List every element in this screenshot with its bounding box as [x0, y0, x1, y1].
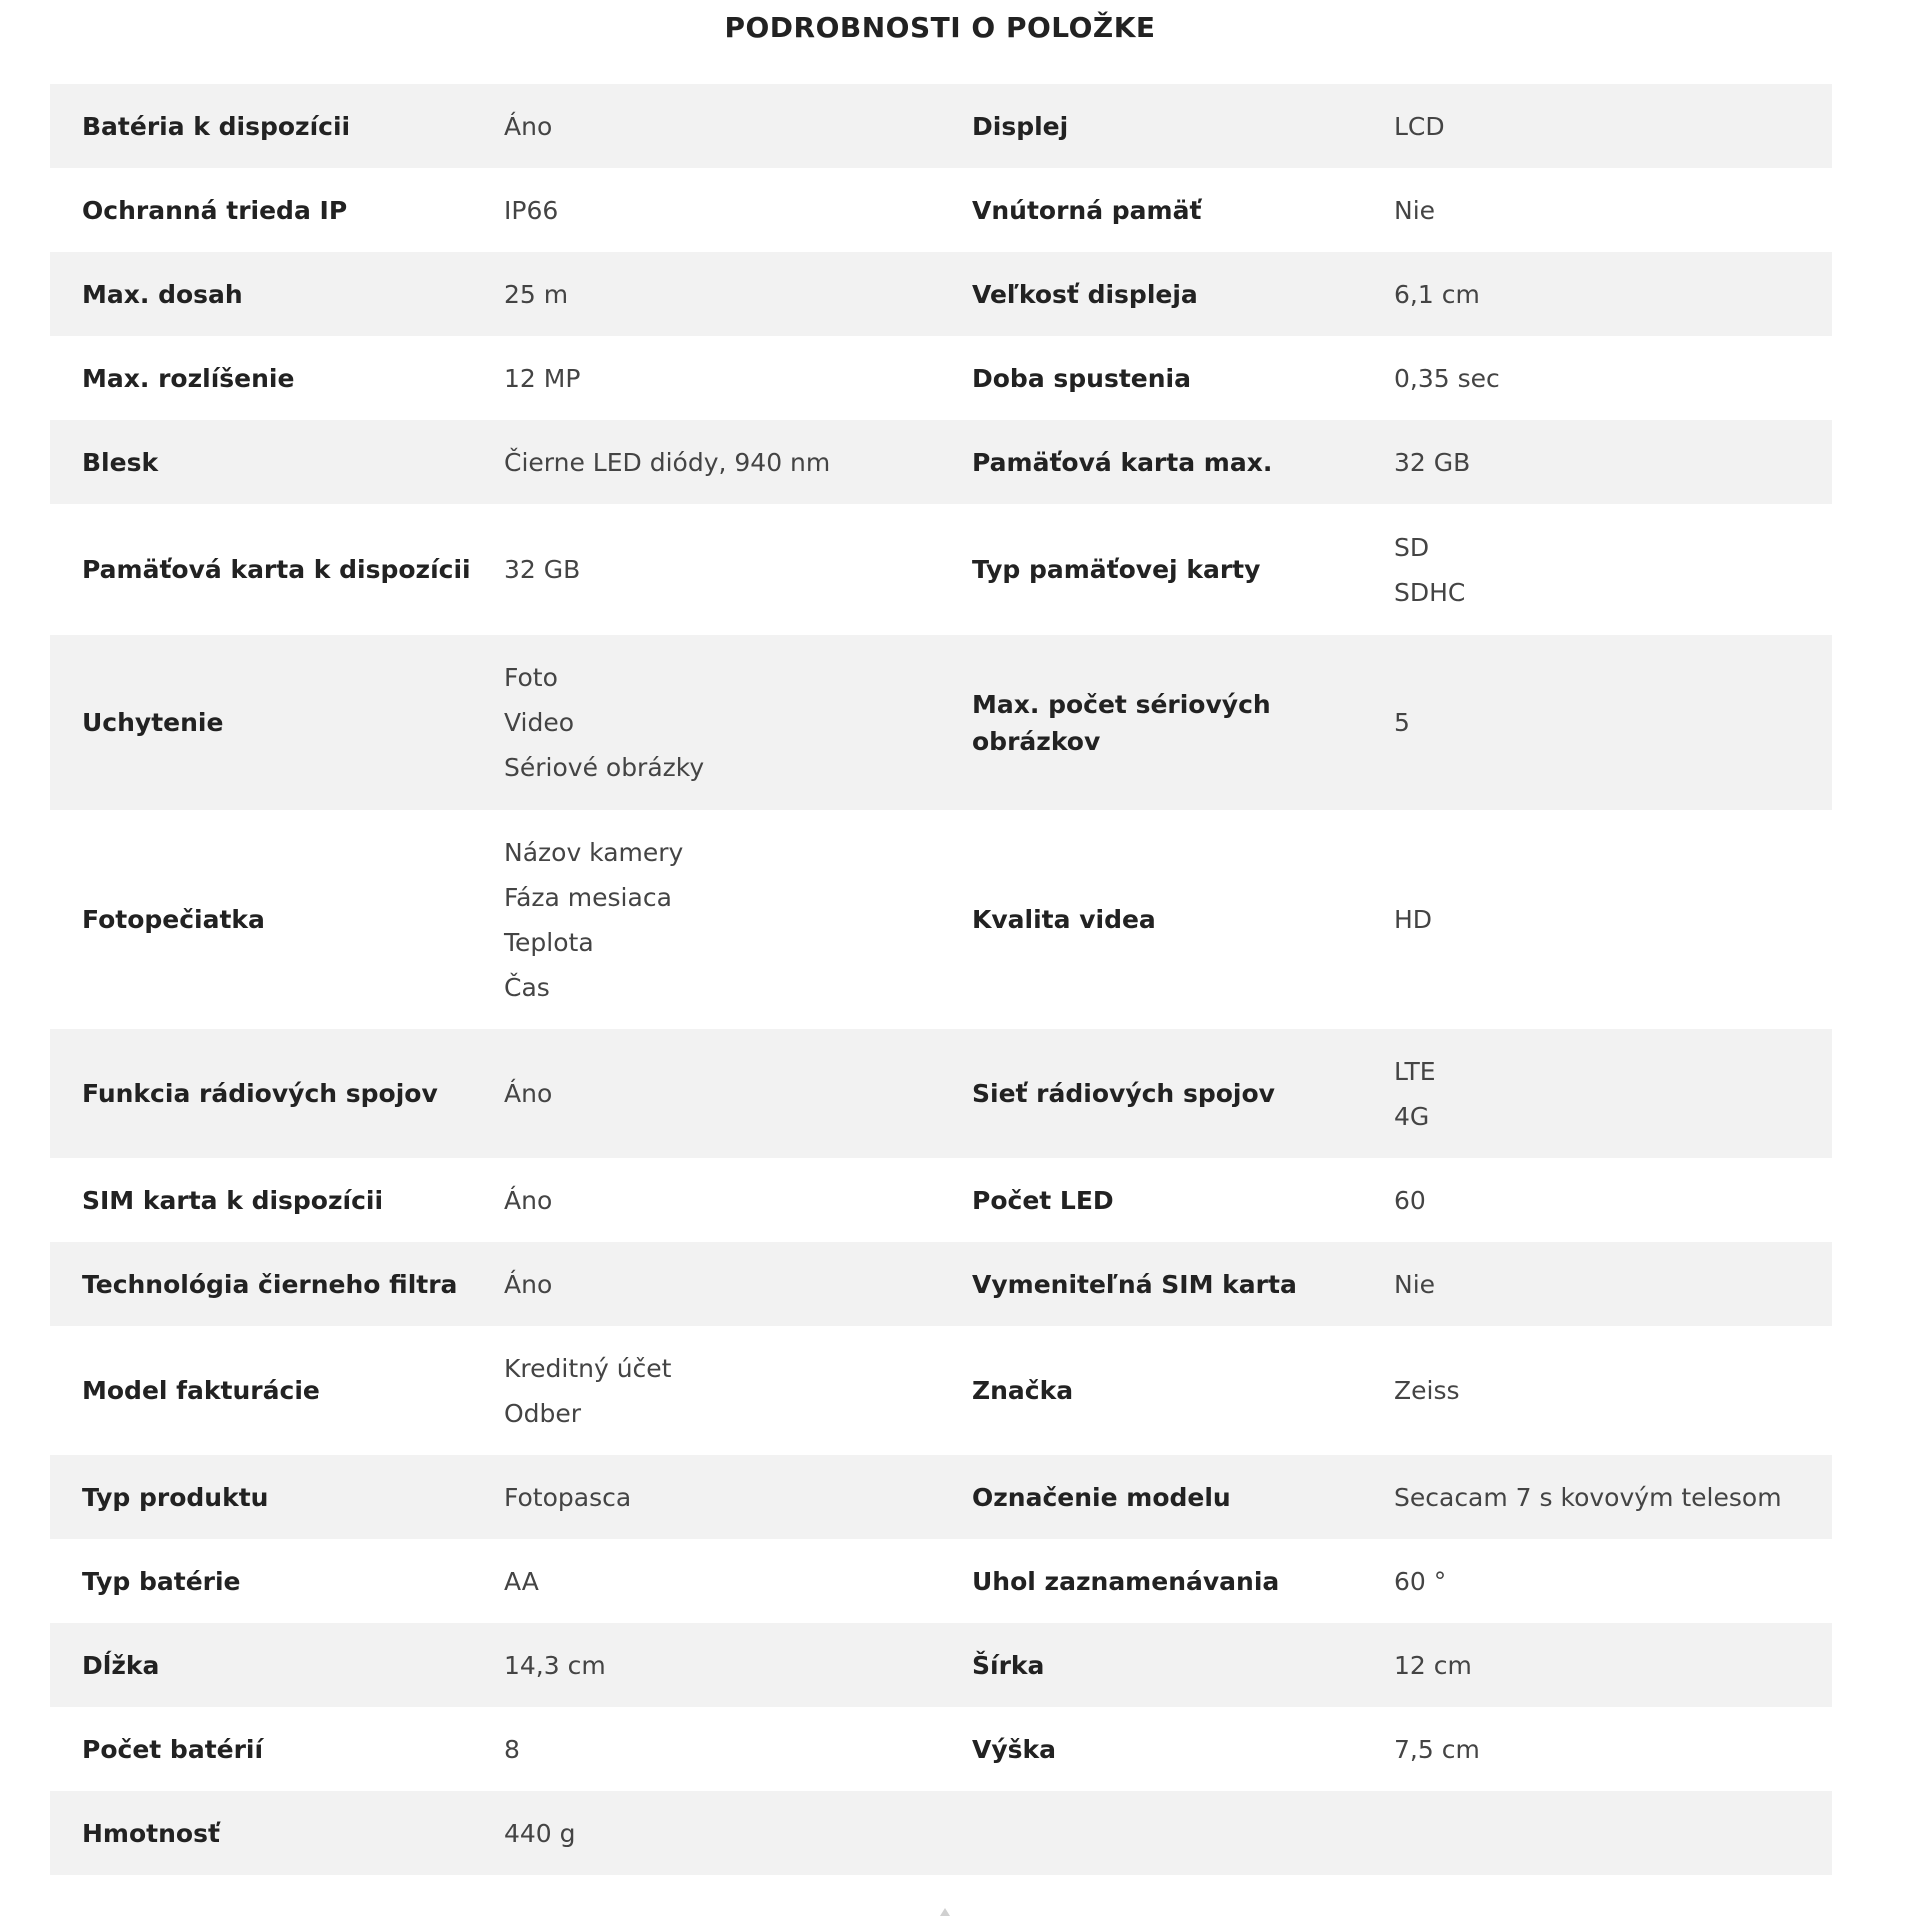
spec-row: [50, 252, 1832, 336]
spec-value: [504, 1475, 972, 1520]
spec-label: Hmotnosť: [82, 1818, 220, 1848]
spec-value: [504, 1559, 972, 1604]
spec-value-line: Fotopasca: [504, 1482, 632, 1512]
spec-row: [50, 1029, 1832, 1158]
spec-value: [504, 1643, 972, 1688]
spec-label: Šírka: [972, 1650, 1045, 1680]
spec-value: [1394, 1368, 1832, 1413]
spec-value: [1394, 1475, 1832, 1520]
spec-value-line: Nie: [1394, 1269, 1436, 1299]
spec-label: SIM karta k dispozícii: [82, 1185, 384, 1215]
spec-value-line: 12 MP: [504, 363, 581, 393]
spec-label: Vymeniteľná SIM karta: [972, 1269, 1297, 1299]
spec-value: [1394, 356, 1832, 401]
spec-row: [50, 420, 1832, 504]
spec-value-line: 32 GB: [1394, 447, 1471, 477]
spec-label: Výška: [972, 1734, 1057, 1764]
spec-value-line: Foto: [504, 663, 558, 692]
spec-value-line: Čas: [504, 972, 550, 1002]
spec-value-line: Nie: [1394, 195, 1436, 225]
spec-value-line: Sériové obrázky: [504, 753, 705, 782]
spec-value-line: 12 cm: [1394, 1650, 1472, 1680]
spec-value-line: Čierne LED diódy, 940 nm: [504, 447, 831, 477]
spec-value-line: Áno: [504, 1185, 553, 1215]
spec-value: [504, 1811, 972, 1856]
spec-label: Ochranná trieda IP: [82, 195, 348, 225]
spec-label: Veľkosť displeja: [972, 279, 1198, 309]
spec-value-line: AA: [504, 1566, 539, 1596]
spec-value: [1394, 1643, 1832, 1688]
spec-label: Uchytenie: [82, 708, 224, 737]
spec-label: Pamäťová karta max.: [972, 447, 1273, 477]
specs-table: [50, 84, 1832, 1875]
spec-row: [50, 1623, 1832, 1707]
spec-label: Technológia čierneho filtra: [82, 1269, 458, 1299]
spec-value: [1394, 272, 1832, 317]
spec-value: [504, 188, 972, 233]
spec-value-line: Video: [504, 708, 575, 737]
spec-row: [50, 1158, 1832, 1242]
spec-label: Funkcia rádiových spojov: [82, 1079, 438, 1108]
spec-row: [50, 336, 1832, 420]
spec-label: Uhol zaznamenávania: [972, 1566, 1280, 1596]
spec-value-line: Áno: [504, 111, 553, 141]
spec-value: [504, 272, 972, 317]
spec-value-line: HD: [1394, 905, 1433, 934]
spec-label: Počet batérií: [82, 1734, 264, 1764]
spec-value-line: 60 °: [1394, 1566, 1447, 1596]
spec-value: [504, 440, 972, 485]
spec-value: [1394, 1049, 1832, 1139]
spec-label: Označenie modelu: [972, 1482, 1231, 1512]
spec-label: Max. rozlíšenie: [82, 363, 295, 393]
spec-label: Sieť rádiových spojov: [972, 1079, 1275, 1108]
spec-row: [50, 1326, 1832, 1455]
spec-row: [50, 1242, 1832, 1326]
spec-value: [1394, 1262, 1832, 1307]
section-title: PODROBNOSTI O POLOŽKE: [724, 11, 1156, 44]
spec-row: [50, 1707, 1832, 1791]
spec-label: Dĺžka: [82, 1650, 160, 1680]
spec-row: [50, 1539, 1832, 1623]
spec-value: [504, 356, 972, 401]
spec-value-line: 14,3 cm: [504, 1650, 606, 1680]
spec-label: Doba spustenia: [972, 363, 1191, 393]
spec-value: [1394, 104, 1832, 149]
spec-value-line: Odber: [504, 1398, 582, 1428]
spec-row: [50, 1455, 1832, 1539]
spec-value-line: 4G: [1394, 1101, 1430, 1131]
spec-label: Fotopečiatka: [82, 905, 265, 934]
spec-value-line: 440 g: [504, 1818, 576, 1848]
spec-label: Počet LED: [972, 1185, 1114, 1215]
spec-row: [50, 635, 1832, 810]
spec-label: Batéria k dispozícii: [82, 111, 351, 141]
spec-value: [504, 1262, 972, 1307]
spec-value: [1394, 1178, 1832, 1223]
spec-row: [50, 84, 1832, 168]
spec-label: Typ pamäťovej karty: [972, 555, 1261, 584]
spec-row: [50, 810, 1832, 1029]
spec-value: [504, 104, 972, 149]
spec-value-line: 7,5 cm: [1394, 1734, 1480, 1764]
spec-value-line: 0,35 sec: [1394, 363, 1500, 393]
spec-value: [504, 1346, 972, 1436]
spec-value-line: LTE: [1394, 1056, 1436, 1086]
spec-value-line: SDHC: [1394, 577, 1466, 607]
spec-value-line: Kreditný účet: [504, 1353, 672, 1383]
spec-value: [504, 1727, 972, 1772]
spec-value-line: Áno: [504, 1079, 553, 1108]
spec-value-line: Áno: [504, 1269, 553, 1299]
spec-value-line: 5: [1394, 708, 1410, 737]
spec-label: Typ produktu: [82, 1482, 269, 1512]
spec-label: Vnútorná pamäť: [972, 195, 1202, 225]
spec-value-line: IP66: [504, 195, 559, 225]
spec-value-line: 25 m: [504, 279, 569, 309]
spec-value-line: Fáza mesiaca: [504, 882, 672, 912]
spec-value: [1394, 440, 1832, 485]
spec-label: Kvalita videa: [972, 905, 1156, 934]
spec-value-line: SD: [1394, 532, 1430, 562]
spec-row: [50, 504, 1832, 635]
spec-label: Blesk: [82, 447, 159, 477]
spec-value: [504, 655, 972, 790]
spec-label: Typ batérie: [82, 1566, 241, 1596]
spec-value-line: Zeiss: [1394, 1376, 1460, 1405]
spec-value: [1394, 1559, 1832, 1604]
spec-value: [1394, 188, 1832, 233]
spec-value-line: Názov kamery: [504, 837, 684, 867]
spec-value-line: Secacam 7 s kovovým telesom: [1394, 1482, 1782, 1512]
scroll-up-indicator-icon: [940, 1908, 950, 1916]
spec-value-line: 6,1 cm: [1394, 279, 1480, 309]
spec-value: [504, 547, 972, 592]
spec-value: [1394, 525, 1832, 615]
spec-label: Max. počet sériových obrázkov: [972, 689, 1271, 756]
spec-label: Pamäťová karta k dispozícii: [82, 555, 471, 584]
spec-label: Značka: [972, 1376, 1074, 1405]
spec-label: Model fakturácie: [82, 1376, 320, 1405]
spec-value-line: 32 GB: [504, 555, 581, 584]
spec-value: [504, 1071, 972, 1116]
spec-value: [504, 1178, 972, 1223]
spec-value-line: 8: [504, 1734, 520, 1764]
spec-label: Max. dosah: [82, 279, 243, 309]
spec-value-line: LCD: [1394, 111, 1445, 141]
spec-value: [504, 830, 972, 1010]
spec-value: [1394, 897, 1832, 942]
spec-value-line: 60: [1394, 1185, 1426, 1215]
spec-value: [1394, 700, 1832, 745]
spec-row: [50, 1791, 1832, 1875]
spec-row: [50, 168, 1832, 252]
spec-label: Displej: [972, 111, 1069, 141]
spec-value-line: Teplota: [504, 927, 594, 957]
spec-value: [1394, 1727, 1832, 1772]
